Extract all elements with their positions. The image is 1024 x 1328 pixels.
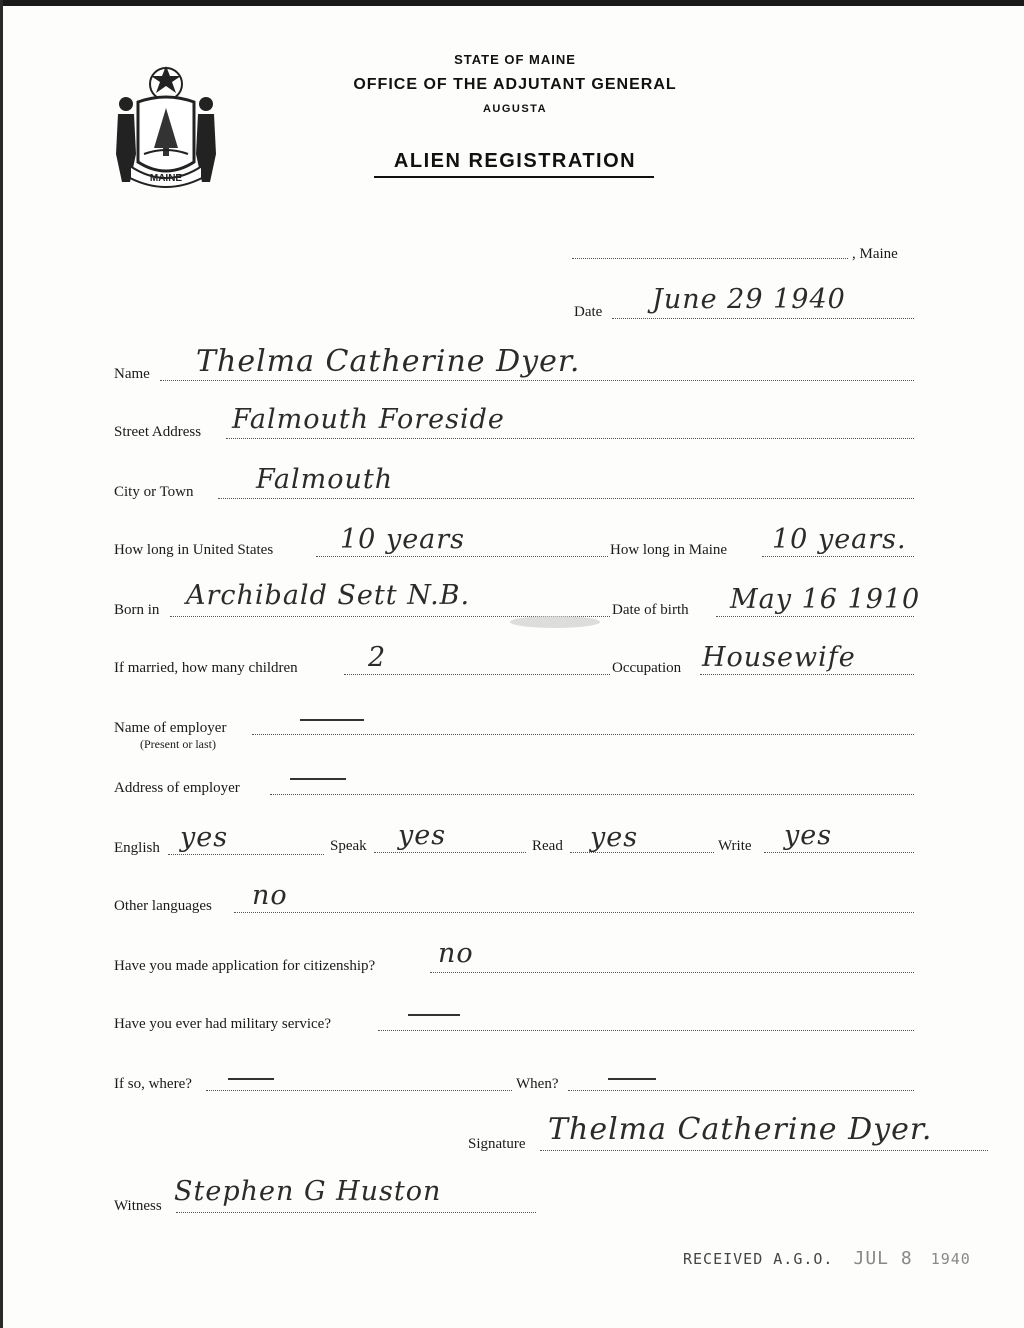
write-label: Write (718, 838, 752, 854)
header-office: OFFICE OF THE ADJUTANT GENERAL (353, 76, 677, 93)
speak-label: Speak (330, 838, 367, 854)
employer-line (252, 734, 914, 735)
write-entry: yes (784, 820, 833, 851)
date-label: Date (574, 304, 603, 320)
town-line (572, 258, 848, 259)
signature-label: Signature (468, 1136, 526, 1152)
employer-address-dash (290, 778, 346, 780)
where-line (206, 1090, 512, 1091)
long-maine-line (762, 556, 914, 557)
military-dash (408, 1014, 460, 1016)
witness-entry: Stephen G Huston (174, 1176, 442, 1207)
long-us-label: How long in United States (114, 542, 274, 558)
military-line (378, 1030, 914, 1031)
occupation-label: Occupation (612, 660, 682, 676)
read-label: Read (532, 838, 563, 854)
employer-address-line (270, 794, 914, 795)
long-maine-label: How long in Maine (610, 542, 728, 558)
received-stamp (683, 1248, 971, 1269)
children-line (344, 674, 610, 675)
date-entry: June 29 1940 (652, 284, 846, 315)
english-line (168, 854, 324, 855)
children-entry: 2 (368, 642, 387, 673)
citizenship-line (430, 972, 914, 973)
other-languages-label: Other languages (114, 898, 212, 914)
witness-label: Witness (114, 1198, 162, 1214)
witness-line (176, 1212, 536, 1213)
dob-entry: May 16 1910 (730, 584, 921, 615)
english-label: English (114, 840, 160, 856)
stamp-received: RECEIVED A.G.O. (683, 1250, 834, 1268)
name-entry: Thelma Catherine Dyer. (196, 344, 581, 379)
english-entry: yes (180, 822, 229, 853)
scan-edge-left (0, 0, 3, 1328)
employer-note: (Present or last) (140, 737, 216, 751)
scan-edge-top (0, 0, 1024, 6)
military-label: Have you ever had military service? (114, 1016, 331, 1032)
dob-line (716, 616, 914, 617)
when-line (568, 1090, 914, 1091)
where-dash (228, 1078, 274, 1080)
speak-entry: yes (398, 820, 447, 851)
other-languages-entry: no (252, 880, 288, 911)
when-label: When? (516, 1076, 559, 1092)
signature-entry: Thelma Catherine Dyer. (548, 1112, 933, 1147)
born-in-label: Born in (114, 602, 160, 618)
maine-state-seal (110, 62, 222, 192)
citizenship-label: Have you made application for citizenship? (114, 958, 376, 974)
seal-ribbon-text: MAINE (149, 173, 183, 184)
city-label: City or Town (114, 484, 194, 500)
street-line (226, 438, 914, 439)
occupation-entry: Housewife (702, 642, 856, 673)
stamp-date: JUL 8 (853, 1248, 913, 1269)
form-title: ALIEN REGISTRATION (393, 150, 637, 172)
born-in-entry: Archibald Sett N.B. (186, 580, 471, 611)
long-us-entry: 10 years (340, 524, 466, 555)
other-languages-line (234, 912, 914, 913)
long-us-line (316, 556, 608, 557)
street-entry: Falmouth Foreside (232, 404, 505, 435)
employer-dash (300, 719, 364, 721)
occupation-line (700, 674, 914, 675)
title-underline (374, 176, 654, 178)
read-entry: yes (590, 822, 639, 853)
signature-line (540, 1150, 988, 1151)
employer-label: Name of employer (114, 720, 227, 736)
maine-label: , Maine (852, 246, 898, 262)
city-entry: Falmouth (256, 464, 394, 495)
employer-address-label: Address of employer (114, 780, 240, 796)
long-maine-entry: 10 years. (772, 524, 907, 555)
when-dash (608, 1078, 656, 1080)
speak-line (374, 852, 526, 853)
stamp-year: 1940 (930, 1250, 971, 1268)
date-line (612, 318, 914, 319)
street-label: Street Address (114, 424, 202, 440)
ink-smudge (510, 616, 600, 628)
name-line (160, 380, 914, 381)
name-label: Name (114, 366, 150, 382)
dob-label: Date of birth (612, 602, 689, 618)
header-city: AUGUSTA (482, 103, 548, 115)
where-label: If so, where? (114, 1076, 192, 1092)
city-line (218, 498, 914, 499)
children-label: If married, how many children (114, 660, 298, 676)
header-state: STATE OF MAINE (454, 52, 576, 67)
write-line (764, 852, 914, 853)
citizenship-entry: no (438, 938, 474, 969)
